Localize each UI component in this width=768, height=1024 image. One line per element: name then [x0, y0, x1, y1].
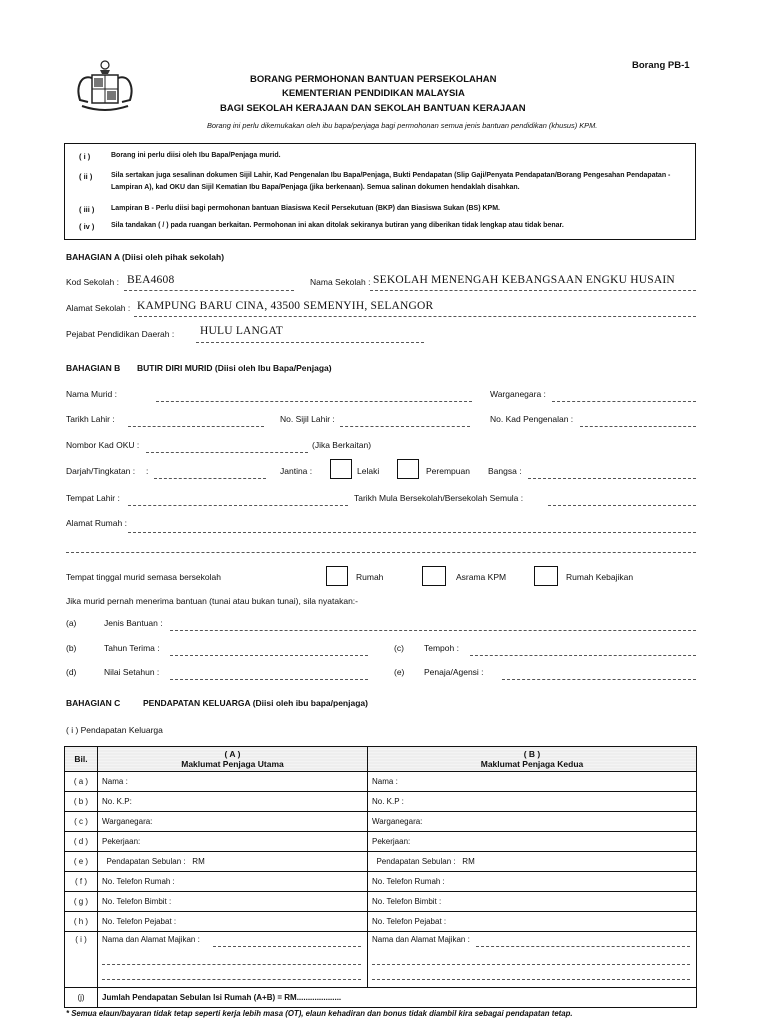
col-b-title: Maklumat Penjaga Kedua: [480, 759, 584, 769]
perempuan-checkbox[interactable]: [397, 459, 419, 479]
penjaga-utama-cell[interactable]: Warganegara:: [98, 812, 368, 832]
kod-sekolah-label: Kod Sekolah :: [66, 277, 119, 287]
tarikh-mula-label: Tarikh Mula Bersekolah/Bersekolah Semula :: [354, 493, 524, 503]
kebajikan-label: Rumah Kebajikan: [566, 572, 634, 582]
note-text: Sila tandakan ( / ) pada ruangan berkaitan. Permohonan ini akan ditolak sekiranya butiran yang diberikan tidak lengkap atau tidak benar.: [111, 222, 564, 229]
table-header-row: [65, 747, 697, 772]
penjaga-utama-cell[interactable]: No. Telefon Rumah :: [98, 872, 368, 892]
alamat-sekolah-line: [134, 316, 696, 317]
jika-pernah-label: Jika murid pernah menerima bantuan (tunai atau bukan tunai), sila nyatakan:-: [66, 596, 359, 606]
note-number: ( ii ): [79, 172, 93, 181]
col-a-letter: ( A ): [224, 749, 241, 759]
penjaga-utama-cell[interactable]: No. K.P:: [98, 792, 368, 812]
crest-logo: [70, 58, 140, 116]
penjaga-kedua-cell[interactable]: Warganegara:: [368, 812, 697, 832]
jumlah-pendapatan-cell[interactable]: Jumlah Pendapatan Sebulan Isi Rumah (A+B) = RM....................: [98, 988, 697, 1008]
penjaga-utama-cell[interactable]: No. Telefon Pejabat :: [98, 912, 368, 932]
kad-pengenalan-label: No. Kad Pengenalan :: [490, 414, 574, 424]
kad-oku-label: Nombor Kad OKU :: [66, 440, 140, 450]
perempuan-label: Perempuan: [426, 466, 470, 476]
ppd-line: [196, 342, 424, 343]
nilai-setahun-field[interactable]: [170, 679, 368, 680]
bangsa-label: Bangsa :: [488, 466, 522, 476]
alamat-sekolah-label: Alamat Sekolah :: [66, 303, 131, 313]
kod-sekolah-value[interactable]: BEA4608: [127, 274, 175, 286]
table-row: [65, 892, 697, 912]
note-number: ( i ): [79, 152, 91, 161]
alamat-rumah-field-2[interactable]: [66, 552, 696, 553]
sijil-lahir-label: No. Sijil Lahir :: [280, 414, 335, 424]
table-row: [65, 872, 697, 892]
majikan-kedua-line: [372, 964, 690, 965]
table-row: [65, 792, 697, 812]
col-b-letter: ( B ): [523, 749, 541, 759]
tempat-tinggal-label: Tempat tinggal murid semasa bersekolah: [66, 572, 221, 582]
tempoh-field[interactable]: [470, 655, 696, 656]
majikan-kedua-line: [372, 979, 690, 980]
row-bil: ( b ): [65, 792, 98, 812]
darjah-colon: :: [146, 466, 149, 476]
table-row: [65, 772, 697, 792]
kad-pengenalan-field[interactable]: [580, 426, 696, 427]
tempat-lahir-field[interactable]: [128, 505, 348, 506]
item-d-letter: (d): [66, 667, 77, 677]
alamat-sekolah-value[interactable]: KAMPUNG BARU CINA, 43500 SEMENYIH, SELANGOR: [137, 300, 434, 312]
table-row: [65, 832, 697, 852]
item-a-letter: (a): [66, 618, 77, 628]
row-bil: ( a ): [65, 772, 98, 792]
income-table: [64, 746, 697, 1008]
note-number: ( iii ): [79, 205, 95, 214]
majikan-utama-line: [102, 979, 361, 980]
col-a-header: [98, 747, 368, 772]
table-row: [65, 812, 697, 832]
penjaga-utama-cell[interactable]: No. Telefon Bimbit :: [98, 892, 368, 912]
penaja-label: Penaja/Agensi :: [424, 667, 484, 677]
col-b-header: [368, 747, 697, 772]
tarikh-mula-field[interactable]: [548, 505, 696, 506]
penjaga-kedua-cell[interactable]: No. Telefon Bimbit :: [368, 892, 697, 912]
table-row-majikan: [65, 932, 697, 988]
ppd-value[interactable]: HULU LANGAT: [200, 325, 284, 337]
nilai-setahun-label: Nilai Setahun :: [104, 667, 160, 677]
header-subtitle: Borang ini perlu dikemukakan oleh ibu bapa/penjaga bagi permohonan semua jenis bantuan pendidikan (khusus) KPM.: [207, 121, 598, 130]
row-bil: ( g ): [65, 892, 98, 912]
penjaga-kedua-cell[interactable]: No. Telefon Pejabat :: [368, 912, 697, 932]
asrama-checkbox[interactable]: [422, 566, 446, 586]
lelaki-checkbox[interactable]: [330, 459, 352, 479]
majikan-kedua-cell[interactable]: [368, 932, 697, 988]
darjah-label: Darjah/Tingkatan :: [66, 466, 136, 476]
rumah-label: Rumah: [356, 572, 384, 582]
nama-sekolah-value[interactable]: SEKOLAH MENENGAH KEBANGSAAN ENGKU HUSAIN: [373, 274, 675, 286]
penaja-field[interactable]: [502, 679, 696, 680]
jenis-bantuan-field[interactable]: [170, 630, 696, 631]
jantina-label: Jantina :: [280, 466, 313, 476]
penjaga-kedua-cell[interactable]: Nama :: [368, 772, 697, 792]
kod-sekolah-line: [124, 290, 294, 291]
table-row-jumlah: [65, 988, 697, 1008]
penjaga-kedua-cell[interactable]: No. Telefon Rumah :: [368, 872, 697, 892]
nama-murid-field[interactable]: [156, 401, 472, 402]
col-bil-header: Bil.: [65, 747, 98, 772]
rumah-checkbox[interactable]: [326, 566, 348, 586]
asrama-label: Asrama KPM: [456, 572, 507, 582]
header-line-2: KEMENTERIAN PENDIDIKAN MALAYSIA: [282, 88, 465, 99]
jika-berkaitan-note: (Jika Berkaitan): [312, 440, 372, 450]
sijil-lahir-field[interactable]: [340, 426, 470, 427]
header-line-3: BAGI SEKOLAH KERAJAAN DAN SEKOLAH BANTUAN KERAJAAN: [220, 103, 526, 114]
item-b-letter: (b): [66, 643, 77, 653]
section-c-sub: ( i ) Pendapatan Keluarga: [66, 725, 163, 735]
tempat-lahir-label: Tempat Lahir :: [66, 493, 120, 503]
col-a-title: Maklumat Penjaga Utama: [181, 759, 284, 769]
section-a-title: BAHAGIAN A (Diisi oleh pihak sekolah): [66, 252, 225, 262]
nama-murid-label: Nama Murid :: [66, 389, 118, 399]
section-c-heading: PENDAPATAN KELUARGA (Diisi oleh ibu bapa/penjaga): [143, 698, 368, 708]
lelaki-label: Lelaki: [357, 466, 380, 476]
tarikh-lahir-field[interactable]: [128, 426, 264, 427]
row-bil: ( c ): [65, 812, 98, 832]
nama-sekolah-line: [370, 290, 696, 291]
darjah-field[interactable]: [154, 478, 266, 479]
item-c-letter: (c): [394, 643, 404, 653]
bangsa-field[interactable]: [528, 478, 696, 479]
penjaga-kedua-cell[interactable]: Pendapatan Sebulan : RM: [368, 852, 697, 872]
majikan-utama-label: Nama dan Alamat Majikan :: [102, 935, 200, 944]
tempoh-label: Tempoh :: [424, 643, 459, 653]
warganegara-label: Warganegara :: [490, 389, 546, 399]
majikan-kedua-label: Nama dan Alamat Majikan :: [372, 935, 470, 944]
jenis-bantuan-label: Jenis Bantuan :: [104, 618, 163, 628]
header-line-1: BORANG PERMOHONAN BANTUAN PERSEKOLAHAN: [250, 74, 497, 85]
tahun-terima-field[interactable]: [170, 655, 368, 656]
row-bil: (j): [65, 988, 98, 1008]
penjaga-utama-cell[interactable]: Pekerjaan:: [98, 832, 368, 852]
note-text: Lampiran B - Perlu diisi bagi permohonan bantuan Biasiswa Kecil Persekutuan (BKP) dan Biasiswa Sukan (BS) KPM.: [111, 205, 500, 212]
penjaga-utama-cell[interactable]: Nama :: [98, 772, 368, 792]
majikan-utama-line: [213, 946, 361, 947]
row-bil: ( d ): [65, 832, 98, 852]
section-b-heading: BUTIR DIRI MURID (Diisi oleh Ibu Bapa/Penjaga): [137, 363, 332, 373]
footnote: * Semua elaun/bayaran tidak tetap seperti kerja lebih masa (OT), elaun kehadiran dan bonus tidak diambil kira sebagai pendapatan tetap.: [66, 1009, 573, 1018]
form-code: Borang PB-1: [632, 60, 690, 71]
penjaga-kedua-cell[interactable]: No. K.P :: [368, 792, 697, 812]
kad-oku-field[interactable]: [146, 452, 308, 453]
penjaga-kedua-cell[interactable]: Pekerjaan:: [368, 832, 697, 852]
row-bil: ( f ): [65, 872, 98, 892]
row-bil: ( h ): [65, 912, 98, 932]
note-number: ( iv ): [79, 222, 95, 231]
tahun-terima-label: Tahun Terima :: [104, 643, 160, 653]
note-text: Sila sertakan juga sesalinan dokumen Sijil Lahir, Kad Pengenalan Ibu Bapa/Penjaga, Bukti Pendapatan (Slip Gaji/Penyata Pendapatan/Borang Pengesahan Pendapatan - Lampiran A), kad OKU dan Sijil Kematian Ibu Bapa/Penjaga (jika berkenaan). Semua salinan dokumen hendaklah disahkan.: [111, 172, 671, 191]
note-text: Borang ini perlu diisi oleh Ibu Bapa/Penjaga murid.: [111, 152, 281, 159]
nama-sekolah-label: Nama Sekolah :: [310, 277, 371, 287]
alamat-rumah-field[interactable]: [128, 532, 696, 533]
section-b-title: BAHAGIAN B: [66, 363, 121, 373]
kebajikan-checkbox[interactable]: [534, 566, 558, 586]
item-e-letter: (e): [394, 667, 405, 677]
ppd-label: Pejabat Pendidikan Daerah :: [66, 329, 175, 339]
alamat-rumah-label: Alamat Rumah :: [66, 518, 127, 528]
row-bil: ( i ): [65, 932, 98, 988]
majikan-utama-line: [102, 964, 361, 965]
warganegara-field[interactable]: [552, 401, 696, 402]
table-row: [65, 852, 697, 872]
tarikh-lahir-label: Tarikh Lahir :: [66, 414, 115, 424]
majikan-kedua-line: [476, 946, 690, 947]
row-bil: ( e ): [65, 852, 98, 872]
table-row: [65, 912, 697, 932]
section-c-title: BAHAGIAN C: [66, 698, 121, 708]
penjaga-utama-cell[interactable]: Pendapatan Sebulan : RM: [98, 852, 368, 872]
majikan-utama-cell[interactable]: [98, 932, 368, 988]
notes-box: [64, 143, 696, 240]
